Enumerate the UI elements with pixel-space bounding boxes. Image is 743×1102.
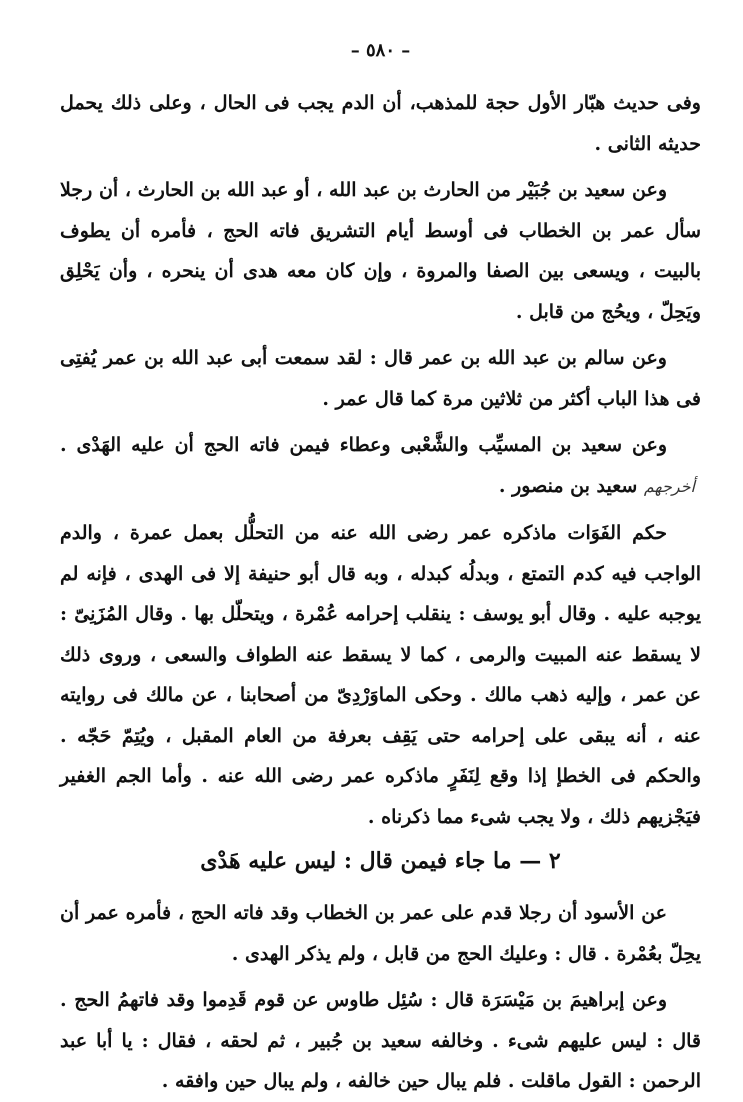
section-paragraph-1: عن الأسود أن رجلا قدم على عمر بن الخطاب وقد فاته الحج ، فأمره عمر أن يحِلّ بعُمْرة . قال : وعليك الحج من قابل ، ولم يذكر الهدى .: [60, 902, 701, 965]
section-title-text: ما جاء فيمن قال : ليس عليه هَدْى: [200, 848, 512, 874]
paragraph-3: وعن سالم بن عبد الله بن عمر قال : لقد سمعت أبى عبد الله بن عمر يُفتِى فى هذا الباب أكثر من ثلاثين مرة كما قال عمر .: [60, 347, 701, 410]
paragraph-4: [60, 425, 701, 507]
paragraph-5: حكم الفَوَات ماذكره عمر رضى الله عنه من التحلُّل بعمل عمرة ، والدم الواجب فيه كدم التمتع ، وبدلُه كبدله ، وبه قال أبو حنيفة إلا فى الهدى ، فإنه لم يوجبه عليه . وقال أبو يوسف : ينقلب إحرامه عُمْرة ، ويتحلّل بها . وقال المُزَنِىّ : لا يسقط عنه المبيت والرمى ، كما لا يسقط عنه الطواف والسعى ، وروى ذلك عن عمر ، وإليه ذهب مالك . وحكى الماوَرْدِىّ من أصحابنا ، عن مالك فى روايته عنه ، أنه يبقى على إحرامه حتى يَقِف بعرفة من العام المقبل ، ويُتِمّ حَجّه . والحكم فى الخطإ إذا وقع لِنَفَرٍ ماذكره عمر رضى الله عنه . وأما الجم الغفير فيَجْزيهم ذلك ، ولا يجب شىء مما ذكرناه .: [60, 522, 702, 828]
section-dash: —: [511, 848, 542, 874]
section-paragraph-2: وعن إبراهيمَ بن مَيْسَرَة قال : سُئِل طاوس عن قوم قَدِموا وقد فاتهمُ الحج . قال : ليس عليهم شىء . وخالفه سعيد بن جُبير ، ثم لحقه ، فقال : يا أبا عبد الرحمن : القول ماقلت . فلم يبال حين خالفه ، ولم يبال حين وافقه .: [60, 989, 701, 1092]
paragraph-2: وعن سعيد بن جُبَيْر من الحارث بن عبد الله ، أو عبد الله بن الحارث ، أن رجلا سأل عمر بن الخطاب فى أوسط أيام التشريق فاته الحج ، فأمره أن يطوف بالبيت ، ويسعى بين الصفا والمروة ، وإن كان معه هدى أن ينحره ، وأن يَحْلِق ويَحِلّ ، ويحُج من قابل .: [60, 179, 701, 323]
paragraph-4-tail: سعيد بن منصور .: [498, 474, 638, 497]
section-heading: [60, 843, 701, 879]
paragraph-1: وفى حديث هبّار الأول حجة للمذهب، أن الدم يجب فى الحال ، وعلى ذلك يحمل حديثه الثانى .: [60, 92, 701, 155]
section-number: ٢: [548, 848, 561, 874]
paragraph-4-text: وعن سعيد بن المسيِّب والشَّعْبى وعطاء فيمن فاته الحج أن عليه الهَدْى .: [60, 434, 667, 456]
handwritten-margin-note: أخرجهم: [643, 476, 695, 496]
page-number: – ٥٨٠ –: [350, 40, 411, 61]
